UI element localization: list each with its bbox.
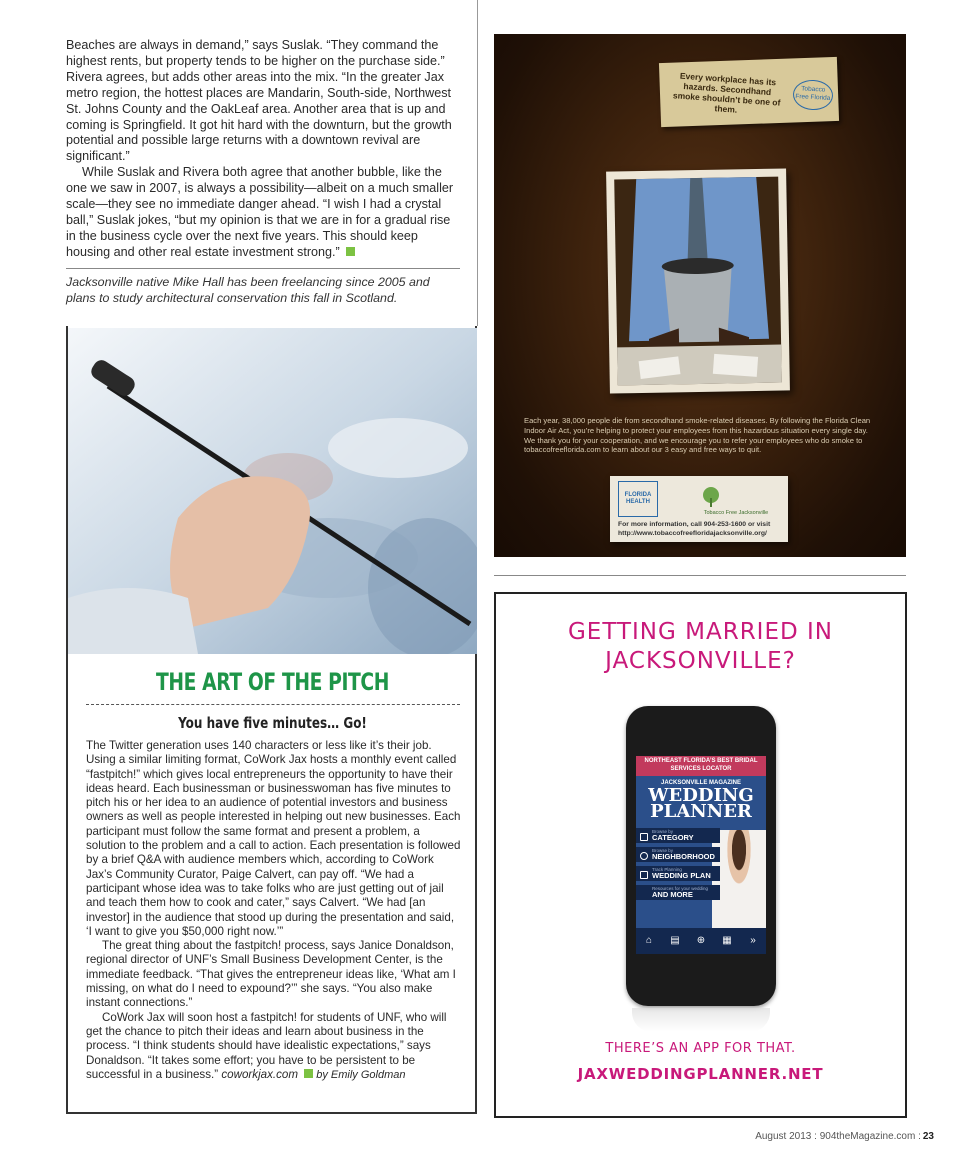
location-icon bbox=[640, 852, 648, 860]
phone-reflection bbox=[632, 1008, 770, 1032]
app-menu-more[interactable] bbox=[636, 885, 720, 900]
app-menu-label: NEIGHBORHOOD bbox=[652, 852, 715, 861]
app-menu-label: WEDDING PLAN bbox=[652, 871, 711, 880]
app-menu-neighborhood[interactable] bbox=[636, 847, 720, 862]
ad-contact-text: For more information, call 904-253-1600 or visit http://www.tobaccofreefloridajacksonville.org/ bbox=[618, 521, 771, 537]
app-banner-text: NORTHEAST FLORIDA’S BEST BRIDAL SERVICES LOCATOR bbox=[644, 758, 758, 772]
pitch-link[interactable]: coworkjax.com bbox=[221, 1067, 299, 1081]
end-mark-icon bbox=[304, 1069, 313, 1078]
home-icon[interactable]: ⌂ bbox=[645, 935, 653, 946]
app-menu-hint: Track Planning bbox=[652, 867, 682, 872]
app-title: WEDDING PLANNER bbox=[648, 785, 754, 822]
wedding-ad-url[interactable]: JAXWEDDINGPLANNER.NET bbox=[577, 1065, 824, 1083]
wedding-ad-title: GETTING MARRIED IN JACKSONVILLE? bbox=[567, 619, 834, 674]
forward-icon[interactable]: » bbox=[750, 935, 756, 946]
wedding-ad-tagline: THERE’S AN APP FOR THAT. bbox=[605, 1041, 796, 1056]
tobacco-free-jax-label: Tobacco Free Jacksonville bbox=[703, 510, 769, 516]
bio-divider bbox=[66, 268, 460, 269]
pitch-paragraph: The great thing about the fastpitch! process, says Janice Donaldson, regional director of UNF’s Small Business Development Center, is the immediate feedback. “That gives the entrepreneur ideas like, ‘What am I missing, on what do I need to expound?’” she says. “You also make instant connections.” bbox=[86, 939, 456, 1010]
pitch-title: THE ART OF THE PITCH bbox=[155, 668, 390, 696]
ad-photo bbox=[606, 168, 790, 393]
article-text bbox=[66, 38, 458, 261]
page-folio bbox=[755, 1131, 934, 1142]
app-menu-category[interactable] bbox=[636, 828, 720, 843]
column-divider bbox=[477, 0, 478, 326]
tree-icon bbox=[693, 486, 779, 508]
ad-note-text: Every workplace has its hazards. Secondhand smoke shouldn’t be one of them. bbox=[672, 70, 781, 115]
app-kicker: JACKSONVILLE MAGAZINE bbox=[660, 780, 741, 786]
article-paragraph-text: While Suslak and Rivera both agree that another bubble, like the one we saw in 2007, is always a possibility—albeit on a much smaller scale—they see no immediate danger ahead. “I wish I had a crystal ball,” Suslak jokes, “but my opinion is that we are in for a gradual rise in the business cycle over the next five years. This should keep housing and other real estate investment strong.” bbox=[66, 165, 454, 259]
pitch-subtitle: You have five minutes… Go! bbox=[178, 714, 367, 732]
end-mark-icon bbox=[346, 247, 355, 256]
article-paragraph: Beaches are always in demand,” says Suslak. “They command the highest rents, but property tends to be higher on the purchase side.” Rivera agrees, but adds other areas into the mix. “In the greater Jax metro region, the hottest places are Mandarin, South-side, Northwest St. Johns County and the OakLeaf area. Another area that is up and coming is Springfield. It got hit hard with the downturn, but the growth potential and possible large returns with a downtown revival are significant.” bbox=[66, 38, 452, 164]
pitch-divider bbox=[86, 704, 460, 705]
app-menu-hint: Browse by bbox=[652, 829, 674, 834]
app-menu-hint: Browse by bbox=[652, 848, 674, 853]
author-bio: Jacksonville native Mike Hall has been freelancing since 2005 and plans to study architectural conservation this fall in Scotland. bbox=[66, 275, 430, 305]
add-icon[interactable]: ⊕ bbox=[696, 935, 706, 946]
pitch-paragraph: The Twitter generation uses 140 characters or less like it’s their job. Using a similar limiting format, CoWork Jax hosts a monthly event called “fastpitch!” which gives local entrepreneurs the opportunity to have their ideas heard. Each businessman or businesswoman has five minutes to pitch his or her idea to an audience of potential investors and business owners as well as people interested in helping out new businesses. Each participant must follow the same format and present a problem, a solution to the problem and a call to action. Each presentation is followed by a brief Q&A with audience members which, according to CoWork Jax’s Community Curator, Paige Calvert, can pay off. “We had a participant whose idea was to take folks who are just getting out of jail and teach them how to cook and cater,” says Calvert. “We had [an investor] in the audience that stood up during the presentation and said, ‘I want to give you $50,000 right now.’” bbox=[86, 739, 461, 938]
microphone-photo bbox=[68, 328, 477, 654]
page-number: 23 bbox=[922, 1131, 934, 1142]
florida-health-logo: FLORIDA HEALTH bbox=[618, 481, 658, 517]
right-column-divider bbox=[494, 575, 906, 576]
calendar-icon[interactable]: ▦ bbox=[722, 935, 732, 946]
ad-body-text: Each year, 38,000 people die from secondhand smoke-related diseases. By following the Florida Clean Indoor Air Act, you’re helping to protect your employees from this hazardous situation every single day. We thank you for your cooperation, and we encourage you to refer your employees who do smoke to tobaccofreeflorida.com to learn about our 3 easy and free ways to quit. bbox=[524, 416, 871, 455]
app-menu-label: CATEGORY bbox=[652, 833, 694, 842]
list-icon bbox=[640, 833, 648, 841]
app-menu-hint: Resources for your wedding bbox=[652, 886, 709, 891]
calendar-icon bbox=[640, 871, 648, 879]
pitch-body bbox=[86, 739, 462, 1082]
pitch-paragraph bbox=[86, 1011, 462, 1082]
list-icon[interactable]: ▤ bbox=[670, 935, 680, 946]
app-menu-wedding-plan[interactable] bbox=[636, 866, 720, 881]
bride-photo bbox=[712, 830, 766, 928]
tobacco-free-jax-logo bbox=[693, 486, 779, 516]
pitch-paragraph-text: CoWork Jax will soon host a fastpitch! for students of UNF, who will get the chance to pitch their ideas and learn about business in the process. “I think students should have idealistic expectations,” says Donaldson. “It takes some effort; you have to be persistent to be successful in a business.” bbox=[86, 1010, 447, 1081]
tobacco-free-florida-logo: Tobacco Free Florida bbox=[792, 79, 834, 111]
folio-text: August 2013 : 904theMagazine.com : bbox=[755, 1131, 921, 1142]
article-paragraph bbox=[66, 165, 458, 260]
app-menu-label: AND MORE bbox=[652, 890, 693, 899]
pitch-byline: by Emily Goldman bbox=[316, 1068, 406, 1081]
